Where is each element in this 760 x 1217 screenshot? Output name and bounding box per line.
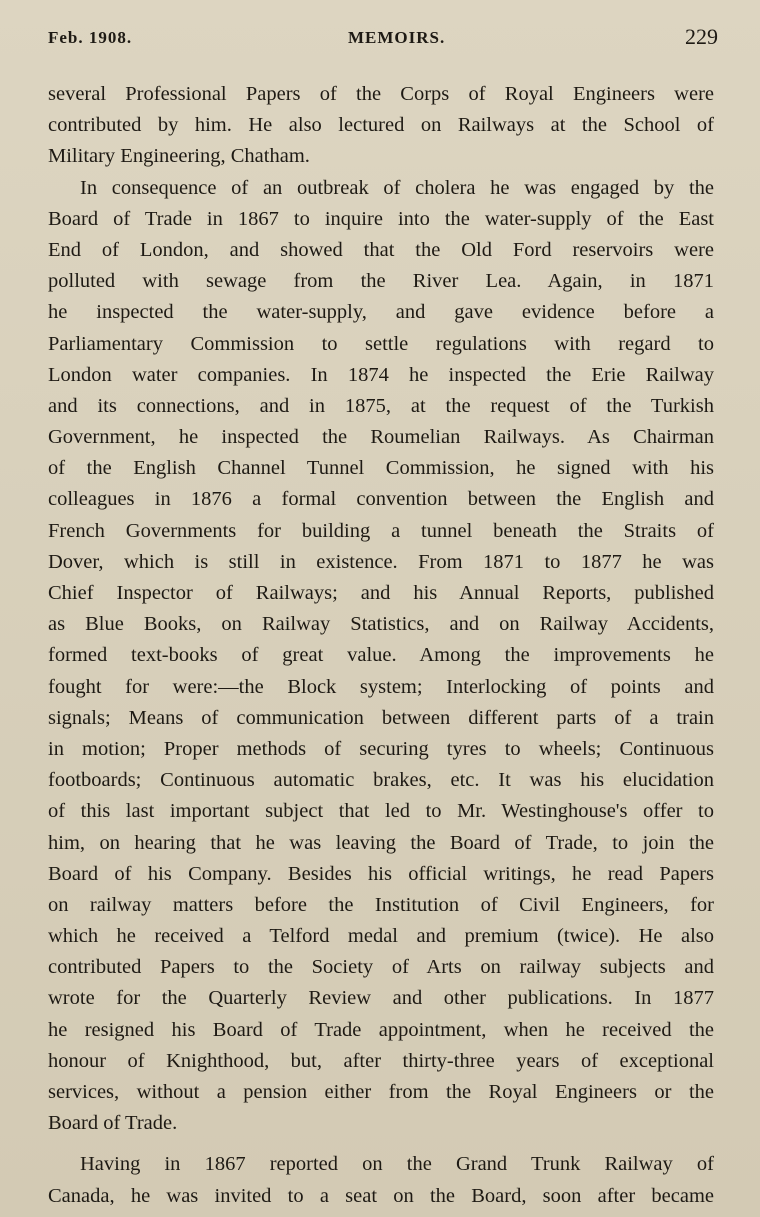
text-line: Government, he inspected the Roumelian Railways. As Chairman: [48, 426, 714, 449]
text-line: Dover, which is still in existence. From 1871 to 1877 he was: [48, 550, 714, 573]
text-line: as Blue Books, on Railway Statistics, and on Railway Accidents,: [48, 613, 714, 636]
text-line: End of London, and showed that the Old Ford reservoirs were: [48, 238, 714, 261]
text-line: Military Engineering, Chatham.: [48, 145, 310, 168]
text-line: In consequence of an outbreak of cholera he was engaged by the: [80, 176, 714, 199]
text-line: of this last important subject that led to Mr. Westinghouse's offer to: [48, 800, 714, 823]
text-line: Chief Inspector of Railways; and his Annual Reports, published: [48, 582, 714, 604]
text-line: French Governments for building a tunnel beneath the Straits of: [48, 519, 714, 542]
text-line: fought for were:—the Block system; Interlocking of points and: [48, 675, 714, 698]
text-line: Canada, he was invited to a seat on the Board, soon after became: [48, 1184, 714, 1207]
text-line: on railway matters before the Institution of Civil Engineers, for: [48, 893, 714, 916]
paragraph-gap: [48, 1139, 714, 1149]
text-line: contributed by him. He also lectured on Railways at the School of: [48, 114, 714, 137]
text-line: Board of Trade.: [48, 1112, 178, 1135]
text-line: Board of his Company. Besides his official writings, he read Papers: [48, 862, 714, 885]
text-line: he resigned his Board of Trade appointment, when he received the: [48, 1018, 714, 1041]
text-line: formed text-books of great value. Among the improvements he: [48, 644, 714, 667]
text-line: wrote for the Quarterly Review and other publications. In 1877: [48, 987, 714, 1010]
page-number: 229: [685, 24, 718, 49]
paragraph: [48, 79, 714, 173]
paragraph: [48, 173, 714, 1140]
text-line: contributed Papers to the Society of Arts on railway subjects and: [48, 956, 714, 979]
header-date: Feb. 1908.: [48, 28, 133, 47]
paragraph: [48, 1149, 714, 1211]
text-line: Having in 1867 reported on the Grand Trunk Railway of: [80, 1153, 714, 1176]
text-line: of the English Channel Tunnel Commission, he signed with his: [48, 457, 714, 480]
text-line: and its connections, and in 1875, at the request of the Turkish: [48, 394, 714, 417]
text-line: polluted with sewage from the River Lea. Again, in 1871: [48, 270, 714, 293]
running-header: [48, 24, 718, 54]
text-line: he inspected the water-supply, and gave evidence before a: [48, 301, 714, 324]
text-line: footboards; Continuous automatic brakes, etc. It was his elucidation: [48, 769, 714, 792]
text-line: honour of Knighthood, but, after thirty-three years of exceptional: [48, 1049, 714, 1072]
text-line: colleagues in 1876 a formal convention between the English and: [48, 488, 714, 511]
text-line: Board of Trade in 1867 to inquire into the water-supply of the East: [48, 207, 714, 230]
text-line: Parliamentary Commission to settle regulations with regard to: [48, 332, 714, 355]
text-line: in motion; Proper methods of securing tyres to wheels; Continuous: [48, 737, 714, 760]
header-section-title: MEMOIRS.: [348, 28, 446, 47]
text-line: him, on hearing that he was leaving the Board of Trade, to join the: [48, 831, 714, 854]
text-line: several Professional Papers of the Corps of Royal Engineers were: [48, 83, 714, 105]
text-line: London water companies. In 1874 he inspected the Erie Railway: [48, 363, 714, 386]
text-line: services, without a pension either from the Royal Engineers or the: [48, 1081, 714, 1103]
body-text: [48, 79, 714, 1212]
text-line: which he received a Telford medal and premium (twice). He also: [48, 925, 714, 948]
text-line: signals; Means of communication between different parts of a train: [48, 706, 714, 729]
